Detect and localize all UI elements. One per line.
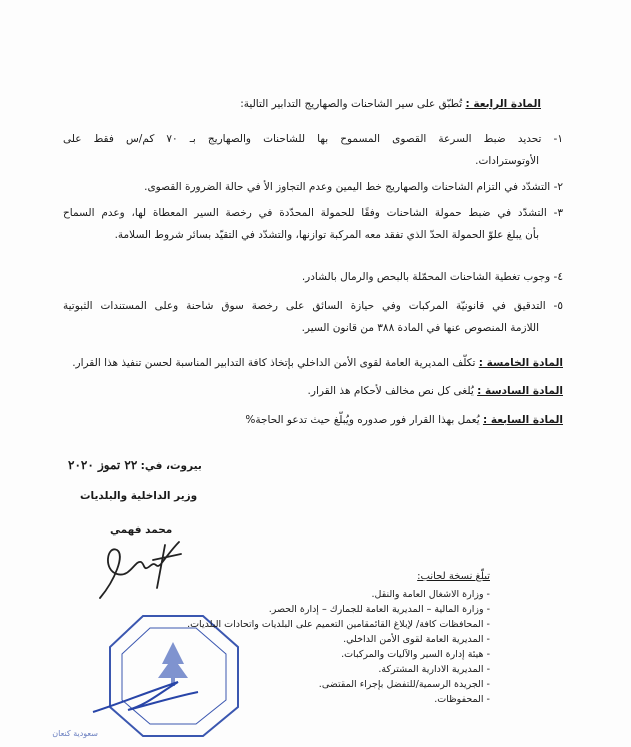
place-label: بيروت، في:: [140, 460, 202, 472]
minister-name: محمد فهمي: [110, 524, 173, 536]
cc-item: - هيئة إدارة السير والآليات والمركبات.: [341, 649, 490, 660]
cc-item: - وزارة المالية – المديرية العامة للجمارك – إدارة الحصر.: [268, 604, 490, 615]
article4-item-4: ٤- وجوب تغطية الشاحنات المحمّلة بالبحص والرمال بالشادر.: [301, 271, 563, 283]
date-line: [68, 458, 202, 472]
cc-heading-text: تبلّغ نسخة لجانب:: [417, 571, 490, 582]
article4-item-1-line2: الأوتوسترادات.: [475, 155, 539, 167]
signature-icon: [95, 540, 185, 602]
article6-heading: المادة السادسة :: [477, 385, 563, 397]
article5-text: تكلّف المديرية العامة لقوى الأمن الداخلي بإتخاذ كافة التدابير المناسبة لحسن تنفيذ هذا القرار.: [72, 357, 476, 369]
article4-item-5-line1: ٥- التدقيق في قانونيّة المركبات وفي حيازة السائق على رخصة سوق شاحنة وعلى المستندات الثبوتية: [63, 300, 563, 312]
article4-item-5-line2: اللازمة المنصوص عنها في المادة ٣٨٨ من قانون السير.: [301, 322, 539, 334]
article7: [245, 414, 563, 426]
article6: [308, 385, 563, 397]
article7-heading: المادة السابعة :: [482, 414, 563, 426]
cc-item: - المحافظات كافة/ لإبلاغ القائمقامين التعميم على البلديات واتحادات البلديات.: [187, 619, 490, 630]
article4-item-1-line1: ١- تحديد ضبط السرعة القصوى المسموح بها للشاحنات والصهاريج بـ ٧٠ كم/س فقط على: [63, 133, 563, 145]
cc-item: - المحفوظات.: [434, 694, 490, 705]
article6-text: يُلغى كل نص مخالف لأحكام هذ القرار.: [307, 385, 474, 397]
article4-heading: المادة الرابعة :: [465, 98, 541, 110]
article4-item-3-line1: ٣- التشدّد في ضبط حمولة الشاحنات وفقًا للحمولة المحدّدة في رخصة السير المعطاة لها، وعدم السماح: [63, 207, 563, 219]
article7-text: يُعمل بهذا القرار فور صدوره ويُبلّغ حيث تدعو الحاجة%: [245, 414, 480, 426]
official-stamp-icon: [52, 612, 253, 742]
article4-line: [240, 98, 541, 110]
article5: [72, 357, 563, 369]
article4-intro: تُطبّق على سير الشاحنات والصهاريج التدابير التالية:: [240, 98, 463, 110]
cc-item: - المديرية العامة لقوى الأمن الداخلي.: [343, 634, 490, 645]
minister-title: وزير الداخلية والبلديات: [80, 490, 198, 502]
article4-item-3-line2: بأن يبلغ علوّ الحمولة الحدّ الذي تفقد معه المركبة توازنها، والتشدّد في التقيّد بسائر شروط السلامة.: [114, 229, 539, 241]
date-value: ٢٢ تموز ٢٠٢٠: [68, 458, 138, 472]
cc-item: - وزارة الاشغال العامة والنقل.: [371, 589, 490, 600]
cc-item: - المديرية الادارية المشتركة.: [378, 664, 490, 675]
article4-item-2: ٢- التشدّد في التزام الشاحنات والصهاريج خط اليمين وعدم التجاوز الأ في حالة الضرورة القصوى.: [144, 181, 563, 193]
cc-heading: [417, 571, 490, 582]
cc-item: - الجريدة الرسمية/للتفضل بإجراء المقتضى.: [318, 679, 490, 690]
article5-heading: المادة الخامسة :: [478, 357, 563, 369]
stamp-annotation: سعودية كنعان: [52, 729, 98, 738]
